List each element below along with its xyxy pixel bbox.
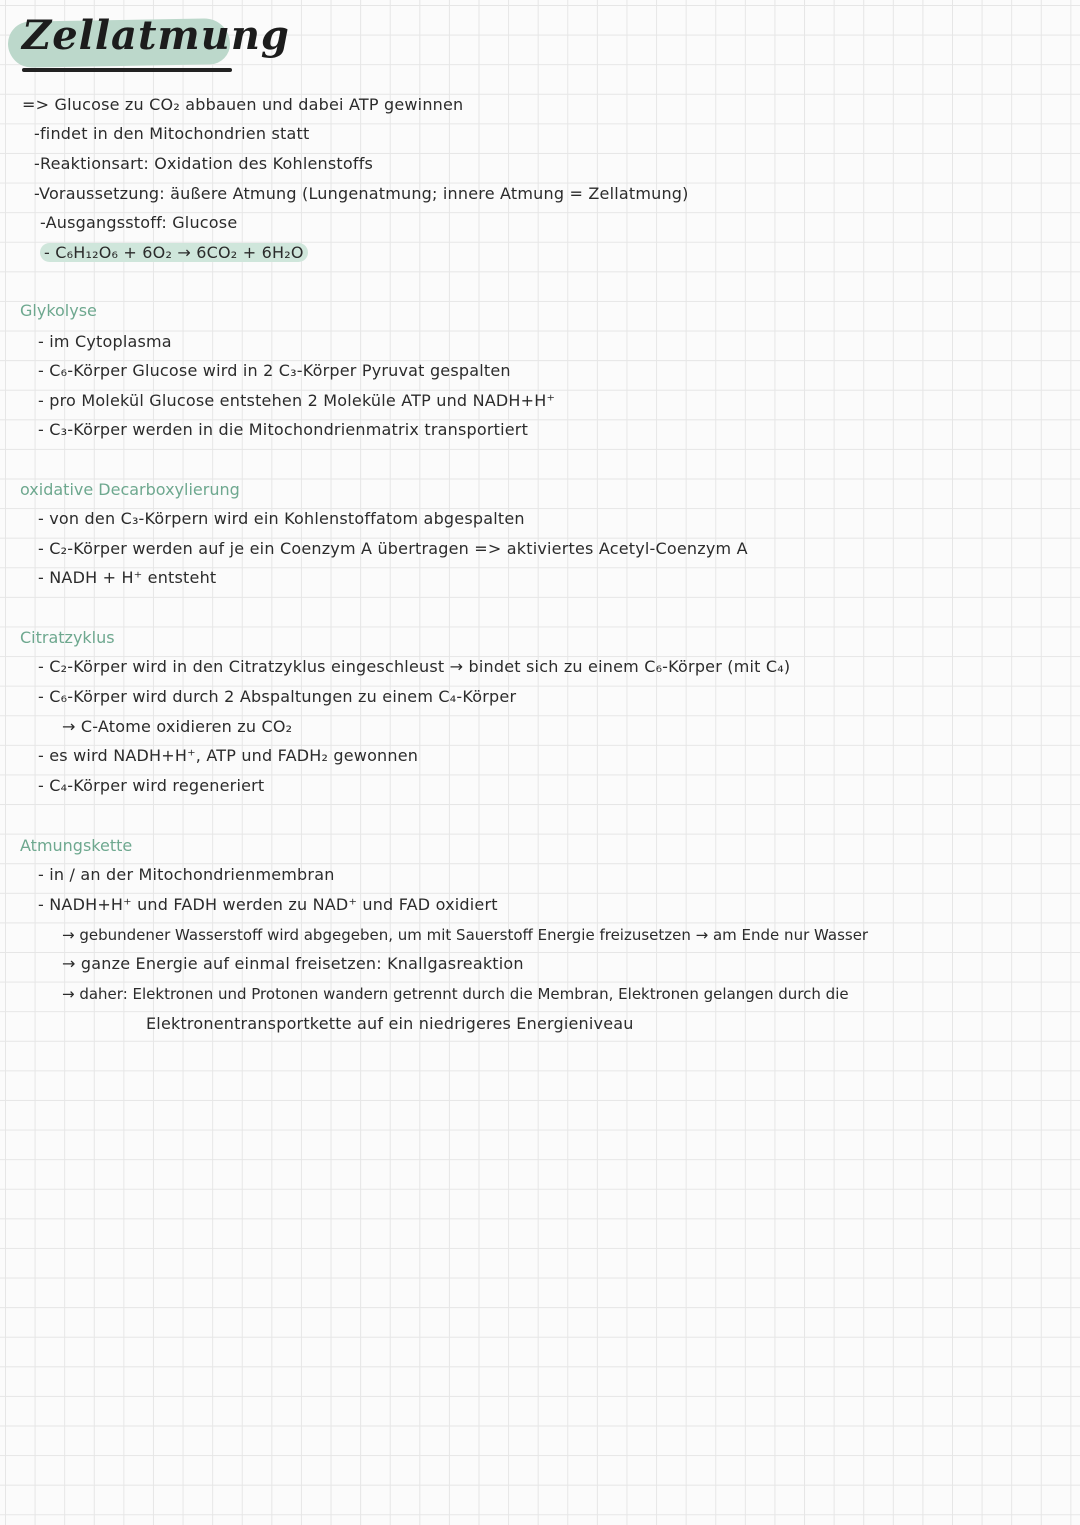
list-item: - C₃-Körper werden in die Mitochondrienmatrix transportiert <box>38 420 529 439</box>
section-heading-glykolyse: Glykolyse <box>20 301 97 320</box>
intro-line: -Voraussetzung: äußere Atmung (Lungenatmung; innere Atmung = Zellatmung) <box>34 184 689 203</box>
list-item: - in / an der Mitochondrienmembran <box>38 865 335 884</box>
list-item: - pro Molekül Glucose entstehen 2 Moleküle ATP und NADH+H⁺ <box>38 391 556 410</box>
list-item: - C₆-Körper Glucose wird in 2 C₃-Körper Pyruvat gespalten <box>38 361 511 380</box>
intro-equation <box>40 242 308 264</box>
list-item: - C₆-Körper wird durch 2 Abspaltungen zu einem C₄-Körper <box>38 687 517 706</box>
equation-highlight: - C₆H₁₂O₆ + 6O₂ → 6CO₂ + 6H₂O <box>40 243 308 262</box>
list-item: - NADH + H⁺ entsteht <box>38 568 217 587</box>
list-item: - C₂-Körper werden auf je ein Coenzym A übertragen => aktiviertes Acetyl-Coenzym A <box>38 539 748 558</box>
section-heading-atmungskette: Atmungskette <box>20 836 133 855</box>
list-item: - NADH+H⁺ und FADH werden zu NAD⁺ und FAD oxidiert <box>38 895 498 914</box>
list-subitem: → gebundener Wasserstoff wird abgegeben, um mit Sauerstoff Energie freizusetzen → am Ende nur Wasser <box>62 926 869 944</box>
intro-line: -findet in den Mitochondrien statt <box>34 124 310 143</box>
list-continuation: Elektronentransportkette auf ein niedrigeres Energieniveau <box>146 1014 634 1033</box>
title-underline <box>22 68 232 72</box>
list-item: - es wird NADH+H⁺, ATP und FADH₂ gewonnen <box>38 746 419 765</box>
list-item: - C₄-Körper wird regeneriert <box>38 776 265 795</box>
list-subitem: → C-Atome oxidieren zu CO₂ <box>62 717 293 736</box>
intro-line: -Ausgangsstoff: Glucose <box>40 213 238 232</box>
list-item: - C₂-Körper wird in den Citratzyklus eingeschleust → bindet sich zu einem C₆-Körper (mit C₄) <box>38 657 791 676</box>
page-title: Zellatmung <box>22 12 290 59</box>
intro-line: => Glucose zu CO₂ abbauen und dabei ATP gewinnen <box>22 95 464 114</box>
section-heading-decarboxylierung: oxidative Decarboxylierung <box>20 480 240 499</box>
title-block <box>8 12 290 59</box>
list-item: - im Cytoplasma <box>38 332 172 351</box>
list-subitem: → daher: Elektronen und Protonen wandern getrennt durch die Membran, Elektronen gelangen durch die <box>62 985 849 1003</box>
list-subitem: → ganze Energie auf einmal freisetzen: Knallgasreaktion <box>62 954 524 973</box>
intro-line: -Reaktionsart: Oxidation des Kohlenstoffs <box>34 154 374 173</box>
list-item: - von den C₃-Körpern wird ein Kohlenstoffatom abgespalten <box>38 509 525 528</box>
section-heading-citratzyklus: Citratzyklus <box>20 628 115 647</box>
